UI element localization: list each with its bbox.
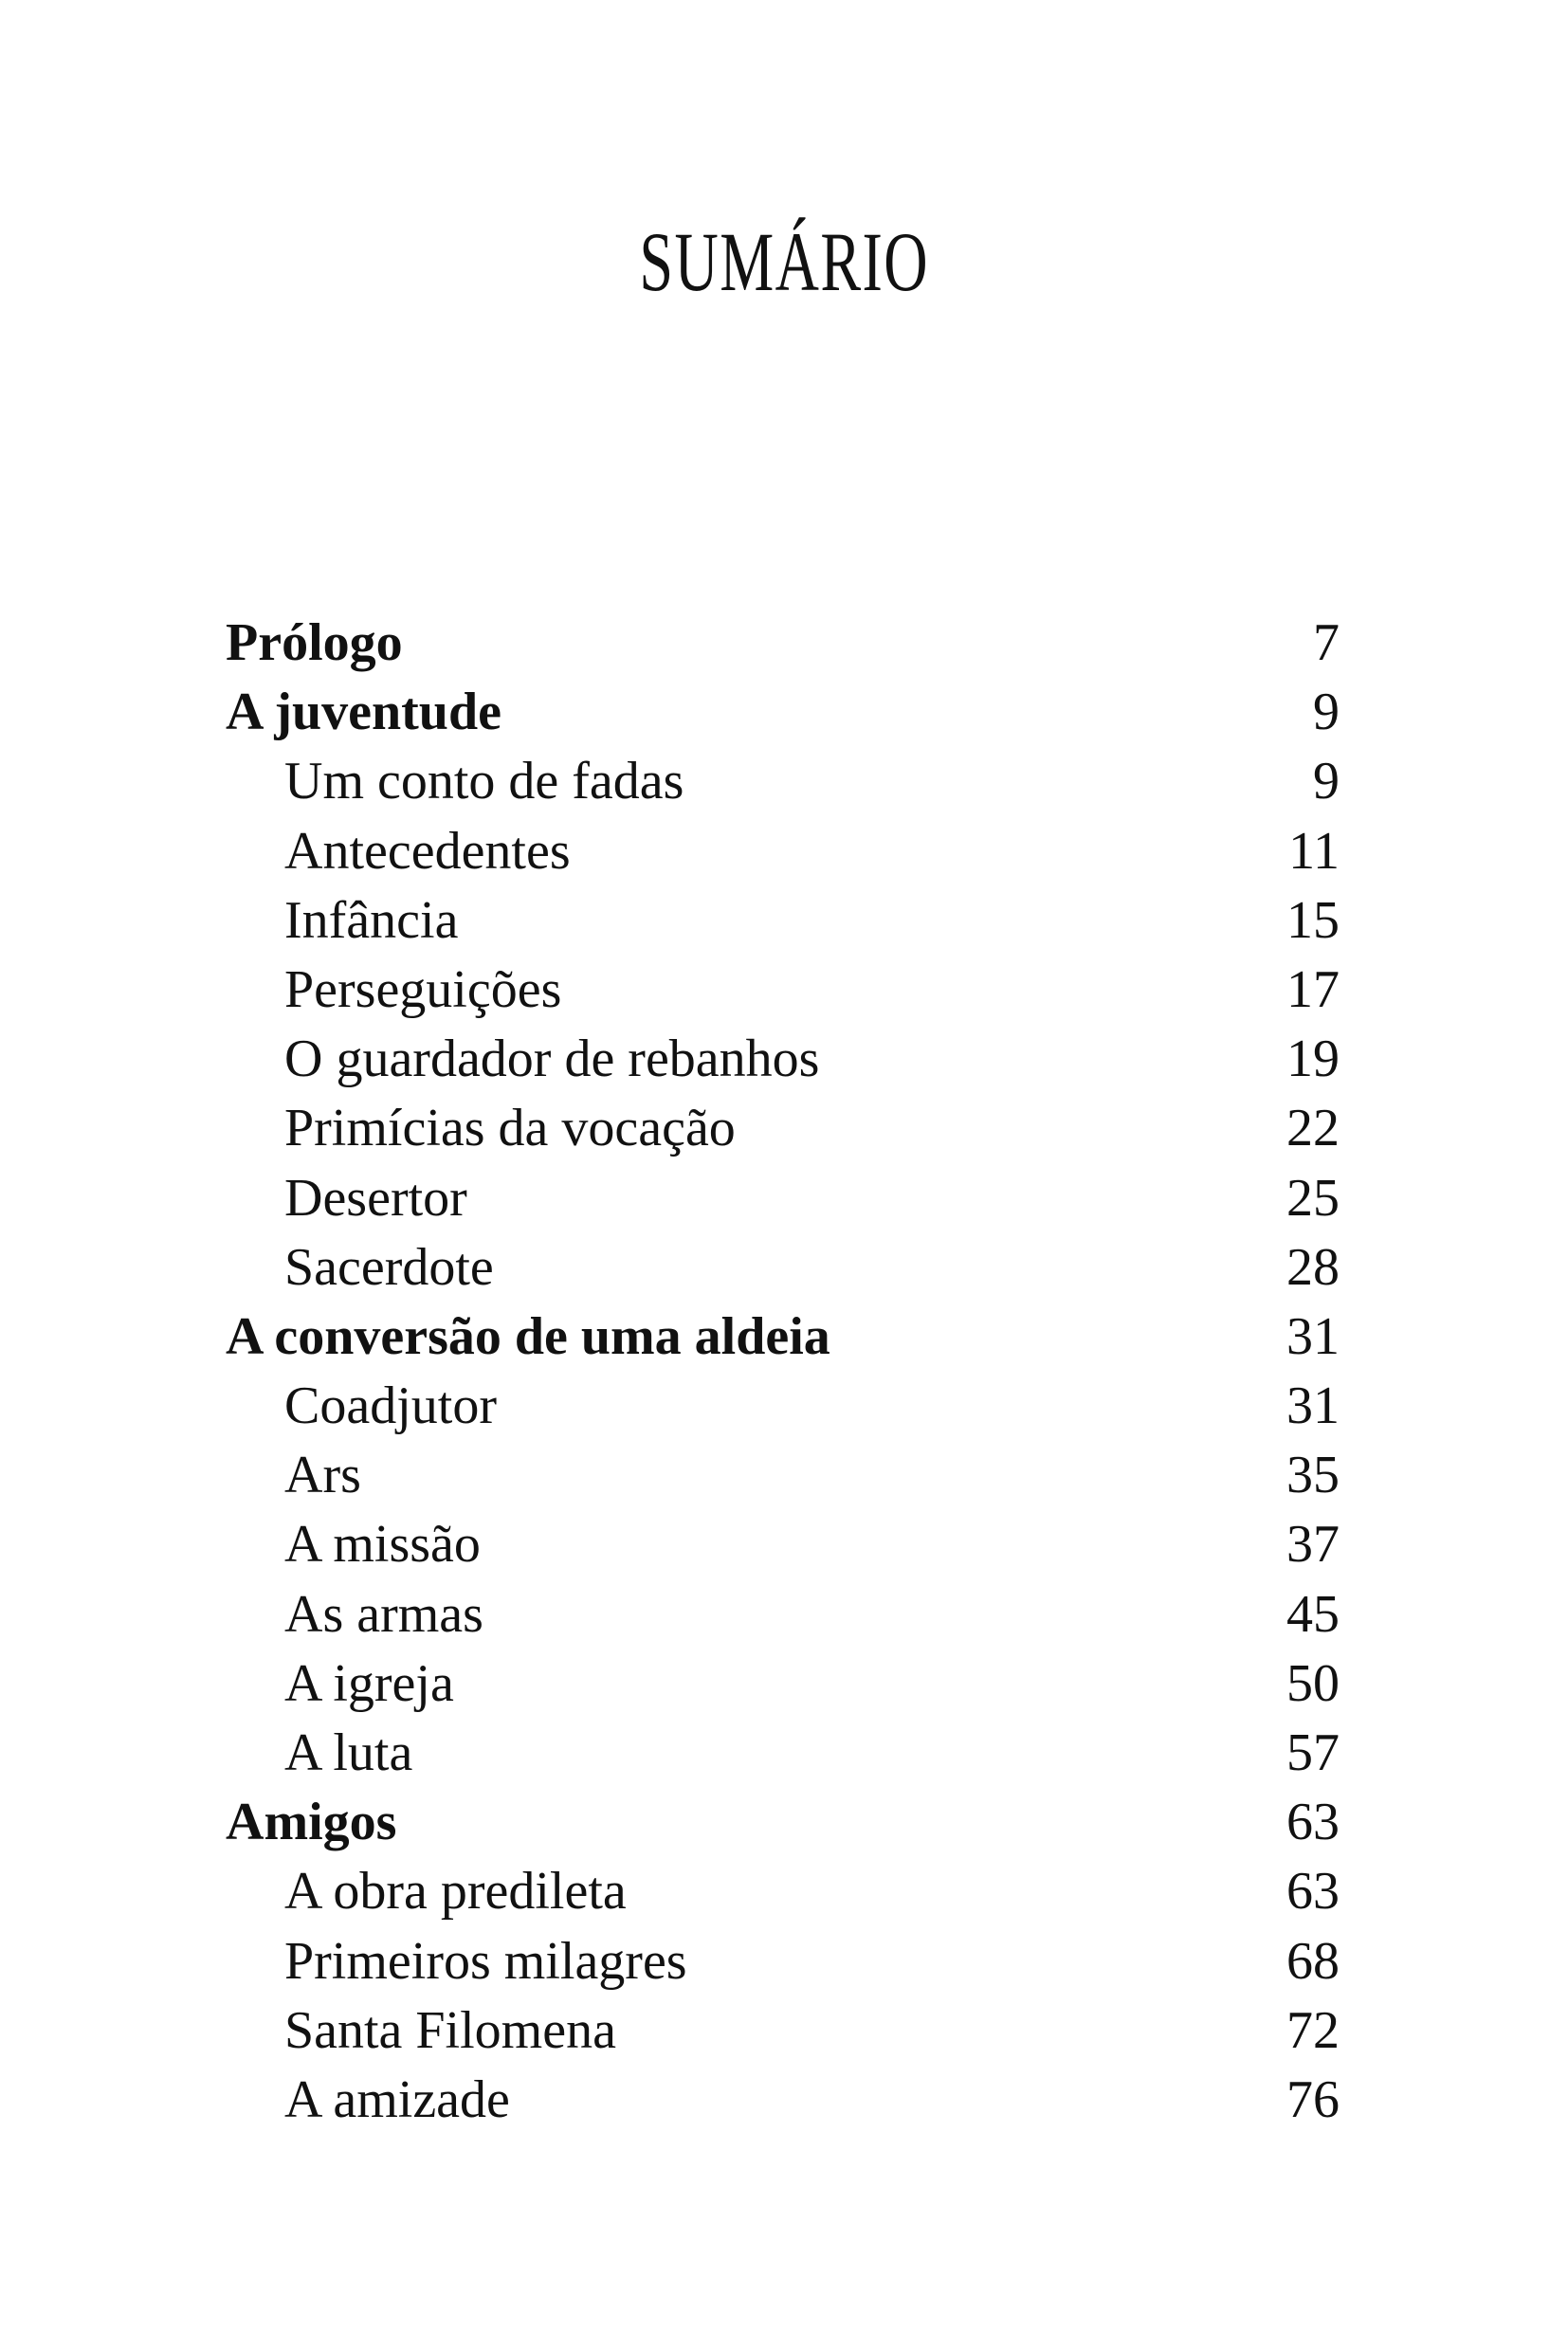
toc-entry-page: 50 — [1286, 1653, 1340, 1713]
toc-entry-page: 57 — [1286, 1723, 1340, 1782]
toc-entry-label: Desertor — [284, 1168, 467, 1228]
toc-entry-page: 31 — [1286, 1376, 1340, 1436]
toc-entry[interactable] — [226, 1788, 1340, 1857]
toc-entry-label: A igreja — [284, 1653, 454, 1713]
toc-entry-label: O guardador de rebanhos — [284, 1030, 820, 1089]
toc-entry-page: 15 — [1286, 890, 1340, 950]
toc-entry-page: 19 — [1286, 1030, 1340, 1089]
toc-entry-page: 72 — [1286, 2000, 1340, 2060]
toc-entry-page: 9 — [1313, 683, 1340, 742]
toc-entry[interactable] — [226, 1025, 1340, 1094]
toc-entry[interactable] — [226, 1580, 1340, 1649]
toc-entry-page: 68 — [1286, 1931, 1340, 1991]
toc-entry-label: Santa Filomena — [284, 2000, 616, 2060]
page-title-wrapper — [0, 216, 1568, 309]
toc-entry-label: Perseguições — [284, 959, 562, 1019]
toc-entry[interactable] — [226, 1303, 1340, 1372]
toc-entry-page: 31 — [1286, 1306, 1340, 1366]
toc-entry[interactable] — [226, 609, 1340, 678]
toc-entry[interactable] — [226, 1719, 1340, 1788]
toc-entry[interactable] — [226, 1510, 1340, 1579]
toc-entry[interactable] — [226, 1441, 1340, 1510]
toc-entry[interactable] — [226, 678, 1340, 747]
toc-entry-label: A obra predileta — [284, 1862, 627, 1922]
toc-entry-page: 22 — [1286, 1099, 1340, 1158]
page-title: SUMÁRIO — [639, 216, 929, 309]
toc-entry-label: Ars — [284, 1446, 361, 1505]
toc-entry-label: A missão — [284, 1515, 481, 1575]
toc-entry-label: As armas — [284, 1584, 483, 1644]
toc-entry-page: 45 — [1286, 1584, 1340, 1644]
toc-entry-label: Amigos — [226, 1793, 397, 1852]
toc-entry-page: 25 — [1286, 1168, 1340, 1228]
toc-entry-label: A amizade — [284, 2069, 510, 2129]
toc-entry-label: Primícias da vocação — [284, 1099, 736, 1158]
toc-entry-page: 63 — [1286, 1862, 1340, 1922]
toc-entry[interactable] — [226, 817, 1340, 886]
toc-entry-page: 28 — [1286, 1237, 1340, 1297]
toc-entry-label: Sacerdote — [284, 1237, 494, 1297]
table-of-contents — [226, 609, 1340, 2135]
toc-entry-page: 9 — [1313, 752, 1340, 811]
toc-entry[interactable] — [226, 1649, 1340, 1719]
toc-entry-label: Coadjutor — [284, 1376, 497, 1436]
toc-entry-label: Um conto de fadas — [284, 752, 684, 811]
toc-entry-page: 35 — [1286, 1446, 1340, 1505]
toc-entry-page: 11 — [1288, 821, 1340, 881]
toc-entry[interactable] — [226, 1372, 1340, 1441]
toc-entry-label: A conversão de uma aldeia — [226, 1306, 830, 1366]
toc-entry[interactable] — [226, 1927, 1340, 1996]
toc-entry[interactable] — [226, 1233, 1340, 1303]
toc-entry-label: Infância — [284, 890, 459, 950]
toc-entry[interactable] — [226, 1857, 1340, 1926]
toc-entry[interactable] — [226, 956, 1340, 1025]
toc-entry-page: 37 — [1286, 1515, 1340, 1575]
toc-entry-label: Primeiros milagres — [284, 1931, 687, 1991]
toc-entry-page: 76 — [1286, 2069, 1340, 2129]
toc-entry-label: A juventude — [226, 683, 501, 742]
toc-entry-page: 7 — [1313, 613, 1340, 672]
toc-entry-label: Prólogo — [226, 613, 403, 672]
toc-entry-page: 17 — [1286, 959, 1340, 1019]
toc-entry[interactable] — [226, 1164, 1340, 1233]
toc-entry[interactable] — [226, 1094, 1340, 1163]
toc-entry[interactable] — [226, 2066, 1340, 2135]
toc-entry[interactable] — [226, 1996, 1340, 2066]
toc-entry[interactable] — [226, 747, 1340, 816]
toc-entry-label: A luta — [284, 1723, 413, 1782]
toc-entry-page: 63 — [1286, 1793, 1340, 1852]
toc-entry[interactable] — [226, 886, 1340, 956]
toc-entry-label: Antecedentes — [284, 821, 571, 881]
